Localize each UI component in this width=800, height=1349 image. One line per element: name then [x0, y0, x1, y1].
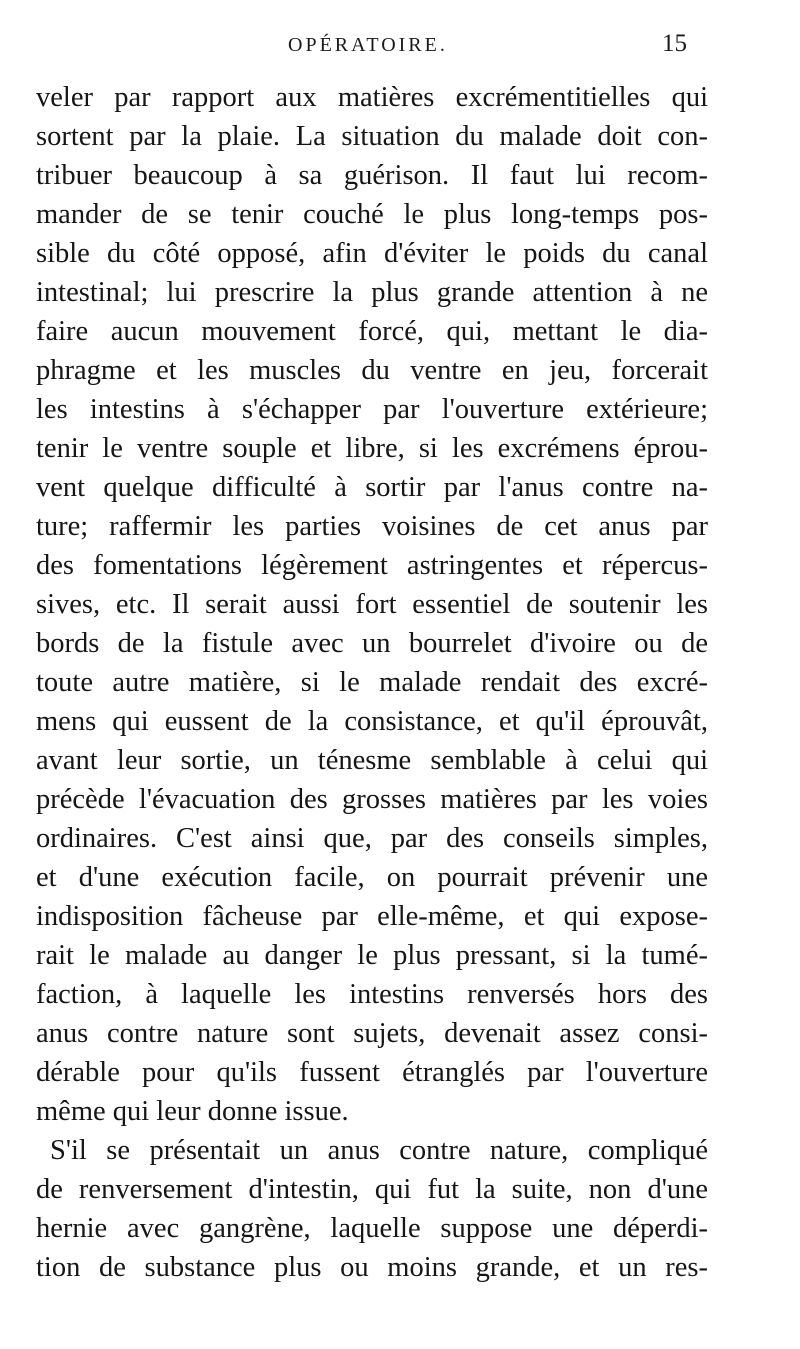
running-header — [0, 28, 800, 68]
running-title: OPÉRATOIRE. — [288, 34, 448, 56]
text-line: vent quelque difficulté à sortir par l'anus contre na- — [36, 472, 708, 503]
text-line: faction, à laquelle les intestins renversés hors des — [36, 979, 708, 1010]
text-line: et d'une exécution facile, on pourrait prévenir une — [36, 862, 708, 893]
text-line: ordinaires. C'est ainsi que, par des conseils simples, — [36, 823, 708, 854]
text-line: faire aucun mouvement forcé, qui, mettant le dia- — [36, 316, 708, 347]
text-line: sortent par la plaie. La situation du malade doit con- — [36, 121, 708, 152]
text-line: mens qui eussent de la consistance, et qu'il éprouvât, — [36, 706, 708, 737]
text-line: rait le malade au danger le plus pressant, si la tumé- — [36, 940, 708, 971]
text-line: anus contre nature sont sujets, devenait assez consi- — [36, 1018, 708, 1049]
page-number: 15 — [662, 30, 687, 57]
text-line: dérable pour qu'ils fussent étranglés par l'ouverture — [36, 1057, 708, 1088]
text-line: intestinal; lui prescrire la plus grande attention à ne — [36, 277, 708, 308]
text-line: des fomentations légèrement astringentes et répercus- — [36, 550, 708, 581]
text-line: sible du côté opposé, afin d'éviter le poids du canal — [36, 238, 708, 269]
text-line: indisposition fâcheuse par elle-même, et qui expose- — [36, 901, 708, 932]
text-line: phragme et les muscles du ventre en jeu, forcerait — [36, 355, 708, 386]
text-line: bords de la fistule avec un bourrelet d'ivoire ou de — [36, 628, 708, 659]
text-line: les intestins à s'échapper par l'ouverture extérieure; — [36, 394, 708, 425]
text-line: ture; raffermir les parties voisines de cet anus par — [36, 511, 708, 542]
text-line: toute autre matière, si le malade rendait des excré- — [36, 667, 708, 698]
body-text — [36, 78, 708, 1287]
text-line: mander de se tenir couché le plus long-temps pos- — [36, 199, 708, 230]
text-line: tribuer beaucoup à sa guérison. Il faut lui recom- — [36, 160, 708, 191]
text-line: avant leur sortie, un ténesme semblable à celui qui — [36, 745, 708, 776]
text-line: veler par rapport aux matières excrémentitielles qui — [36, 82, 708, 113]
text-line: précède l'évacuation des grosses matières par les voies — [36, 784, 708, 815]
text-line: tenir le ventre souple et libre, si les excrémens éprou- — [36, 433, 708, 464]
text-line: de renversement d'intestin, qui fut la suite, non d'une — [36, 1174, 708, 1205]
paragraph-first-line: S'il se présentait un anus contre nature, compliqué — [50, 1135, 708, 1166]
paragraph-last-line: même qui leur donne issue. — [36, 1096, 349, 1127]
text-line: hernie avec gangrène, laquelle suppose une déperdi- — [36, 1213, 708, 1244]
text-line: sives, etc. Il serait aussi fort essentiel de soutenir les — [36, 589, 708, 620]
text-line: tion de substance plus ou moins grande, et un res- — [36, 1252, 708, 1283]
